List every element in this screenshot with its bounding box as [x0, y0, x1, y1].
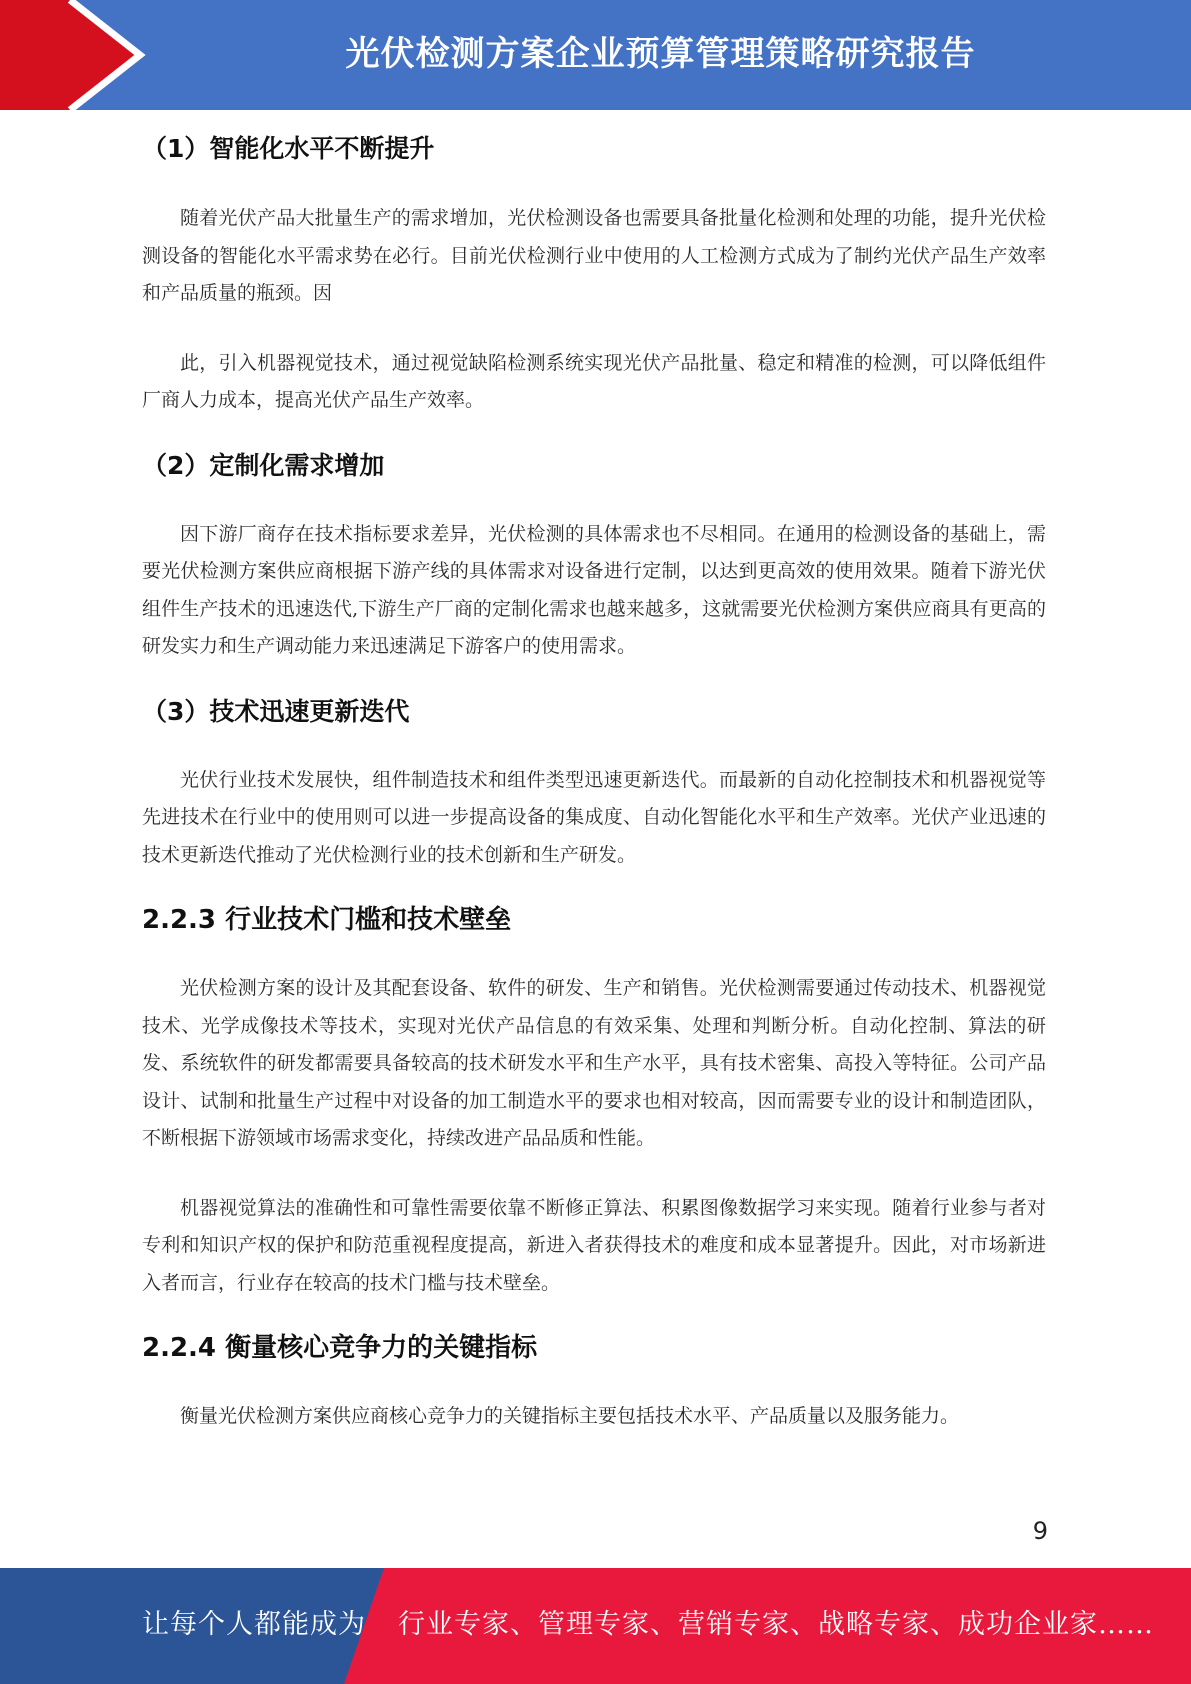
paragraph: 因下游厂商存在技术指标要求差异，光伏检测的具体需求也不尽相同。在通用的检测设备的基础上，需要光伏检测方案供应商根据下游产线的具体需求对设备进行定制，以达到更高效的使用效果。随着下游光伏组件生产技术的迅速迭代,下游生产厂商的定制化需求也越来越多，这就需要光伏检测方案供应商具有更高的研发实力和生产调动能力来迅速满足下游客户的使用需求。 — [142, 522, 1046, 657]
document-body — [142, 110, 1046, 1436]
paragraph: 此，引入机器视觉技术，通过视觉缺陷检测系统实现光伏产品批量、稳定和精准的检测，可以降低组件厂商人力成本，提高光伏产品生产效率。 — [142, 351, 1046, 411]
subsection-heading-2: （2）定制化需求增加 — [142, 450, 385, 480]
paragraph: 随着光伏产品大批量生产的需求增加，光伏检测设备也需要具备批量化检测和处理的功能，提升光伏检测设备的智能化水平需求势在必行。目前光伏检测行业中使用的人工检测方式成为了制约光伏产品生产效率和产品质量的瓶颈。因 — [142, 207, 1046, 304]
subsection-heading-3: （3）技术迅速更新迭代 — [142, 696, 410, 726]
page-number: 9 — [1032, 1517, 1048, 1545]
subsection-heading-1: （1）智能化水平不断提升 — [142, 134, 435, 163]
paragraph: 衡量光伏检测方案供应商核心竞争力的关键指标主要包括技术水平、产品质量以及服务能力。 — [180, 1405, 960, 1427]
footer-banner — [0, 1568, 1191, 1684]
paragraph: 光伏检测方案的设计及其配套设备、软件的研发、生产和销售。光伏检测需要通过传动技术、机器视觉技术、光学成像技术等技术，实现对光伏产品信息的有效采集、处理和判断分析。自动化控制、算法的研发、系统软件的研发都需要具备较高的技术研发水平和生产水平，具有技术密集、高投入等特征。公司产品设计、试制和批量生产过程中对设备的加工制造水平的要求也相对较高，因而需要专业的设计和制造团队，不断根据下游领域市场需求变化，持续改进产品品质和性能。 — [142, 977, 1046, 1149]
footer-slogan-right: 行业专家、管理专家、营销专家、战略专家、成功企业家…… — [398, 1609, 1154, 1640]
report-title: 光伏检测方案企业预算管理策略研究报告 — [345, 34, 976, 74]
section-heading-2-2-3: 2.2.3 行业技术门槛和技术壁垒 — [142, 905, 512, 935]
paragraph: 机器视觉算法的准确性和可靠性需要依靠不断修正算法、积累图像数据学习来实现。随着行业参与者对专利和知识产权的保护和防范重视程度提高，新进入者获得技术的难度和成本显著提升。因此，对市场新进入者而言，行业存在较高的技术门槛与技术壁垒。 — [142, 1196, 1046, 1294]
header-banner — [0, 0, 1191, 110]
footer-slogan-left: 让每个人都能成为 — [142, 1609, 366, 1640]
paragraph: 光伏行业技术发展快，组件制造技术和组件类型迅速更新迭代。而最新的自动化控制技术和机器视觉等先进技术在行业中的使用则可以进一步提高设备的集成度、自动化智能化水平和生产效率。光伏产业迅速的技术更新迭代推动了光伏检测行业的技术创新和生产研发。 — [142, 768, 1046, 866]
section-heading-2-2-4: 2.2.4 衡量核心竞争力的关键指标 — [142, 1333, 538, 1363]
